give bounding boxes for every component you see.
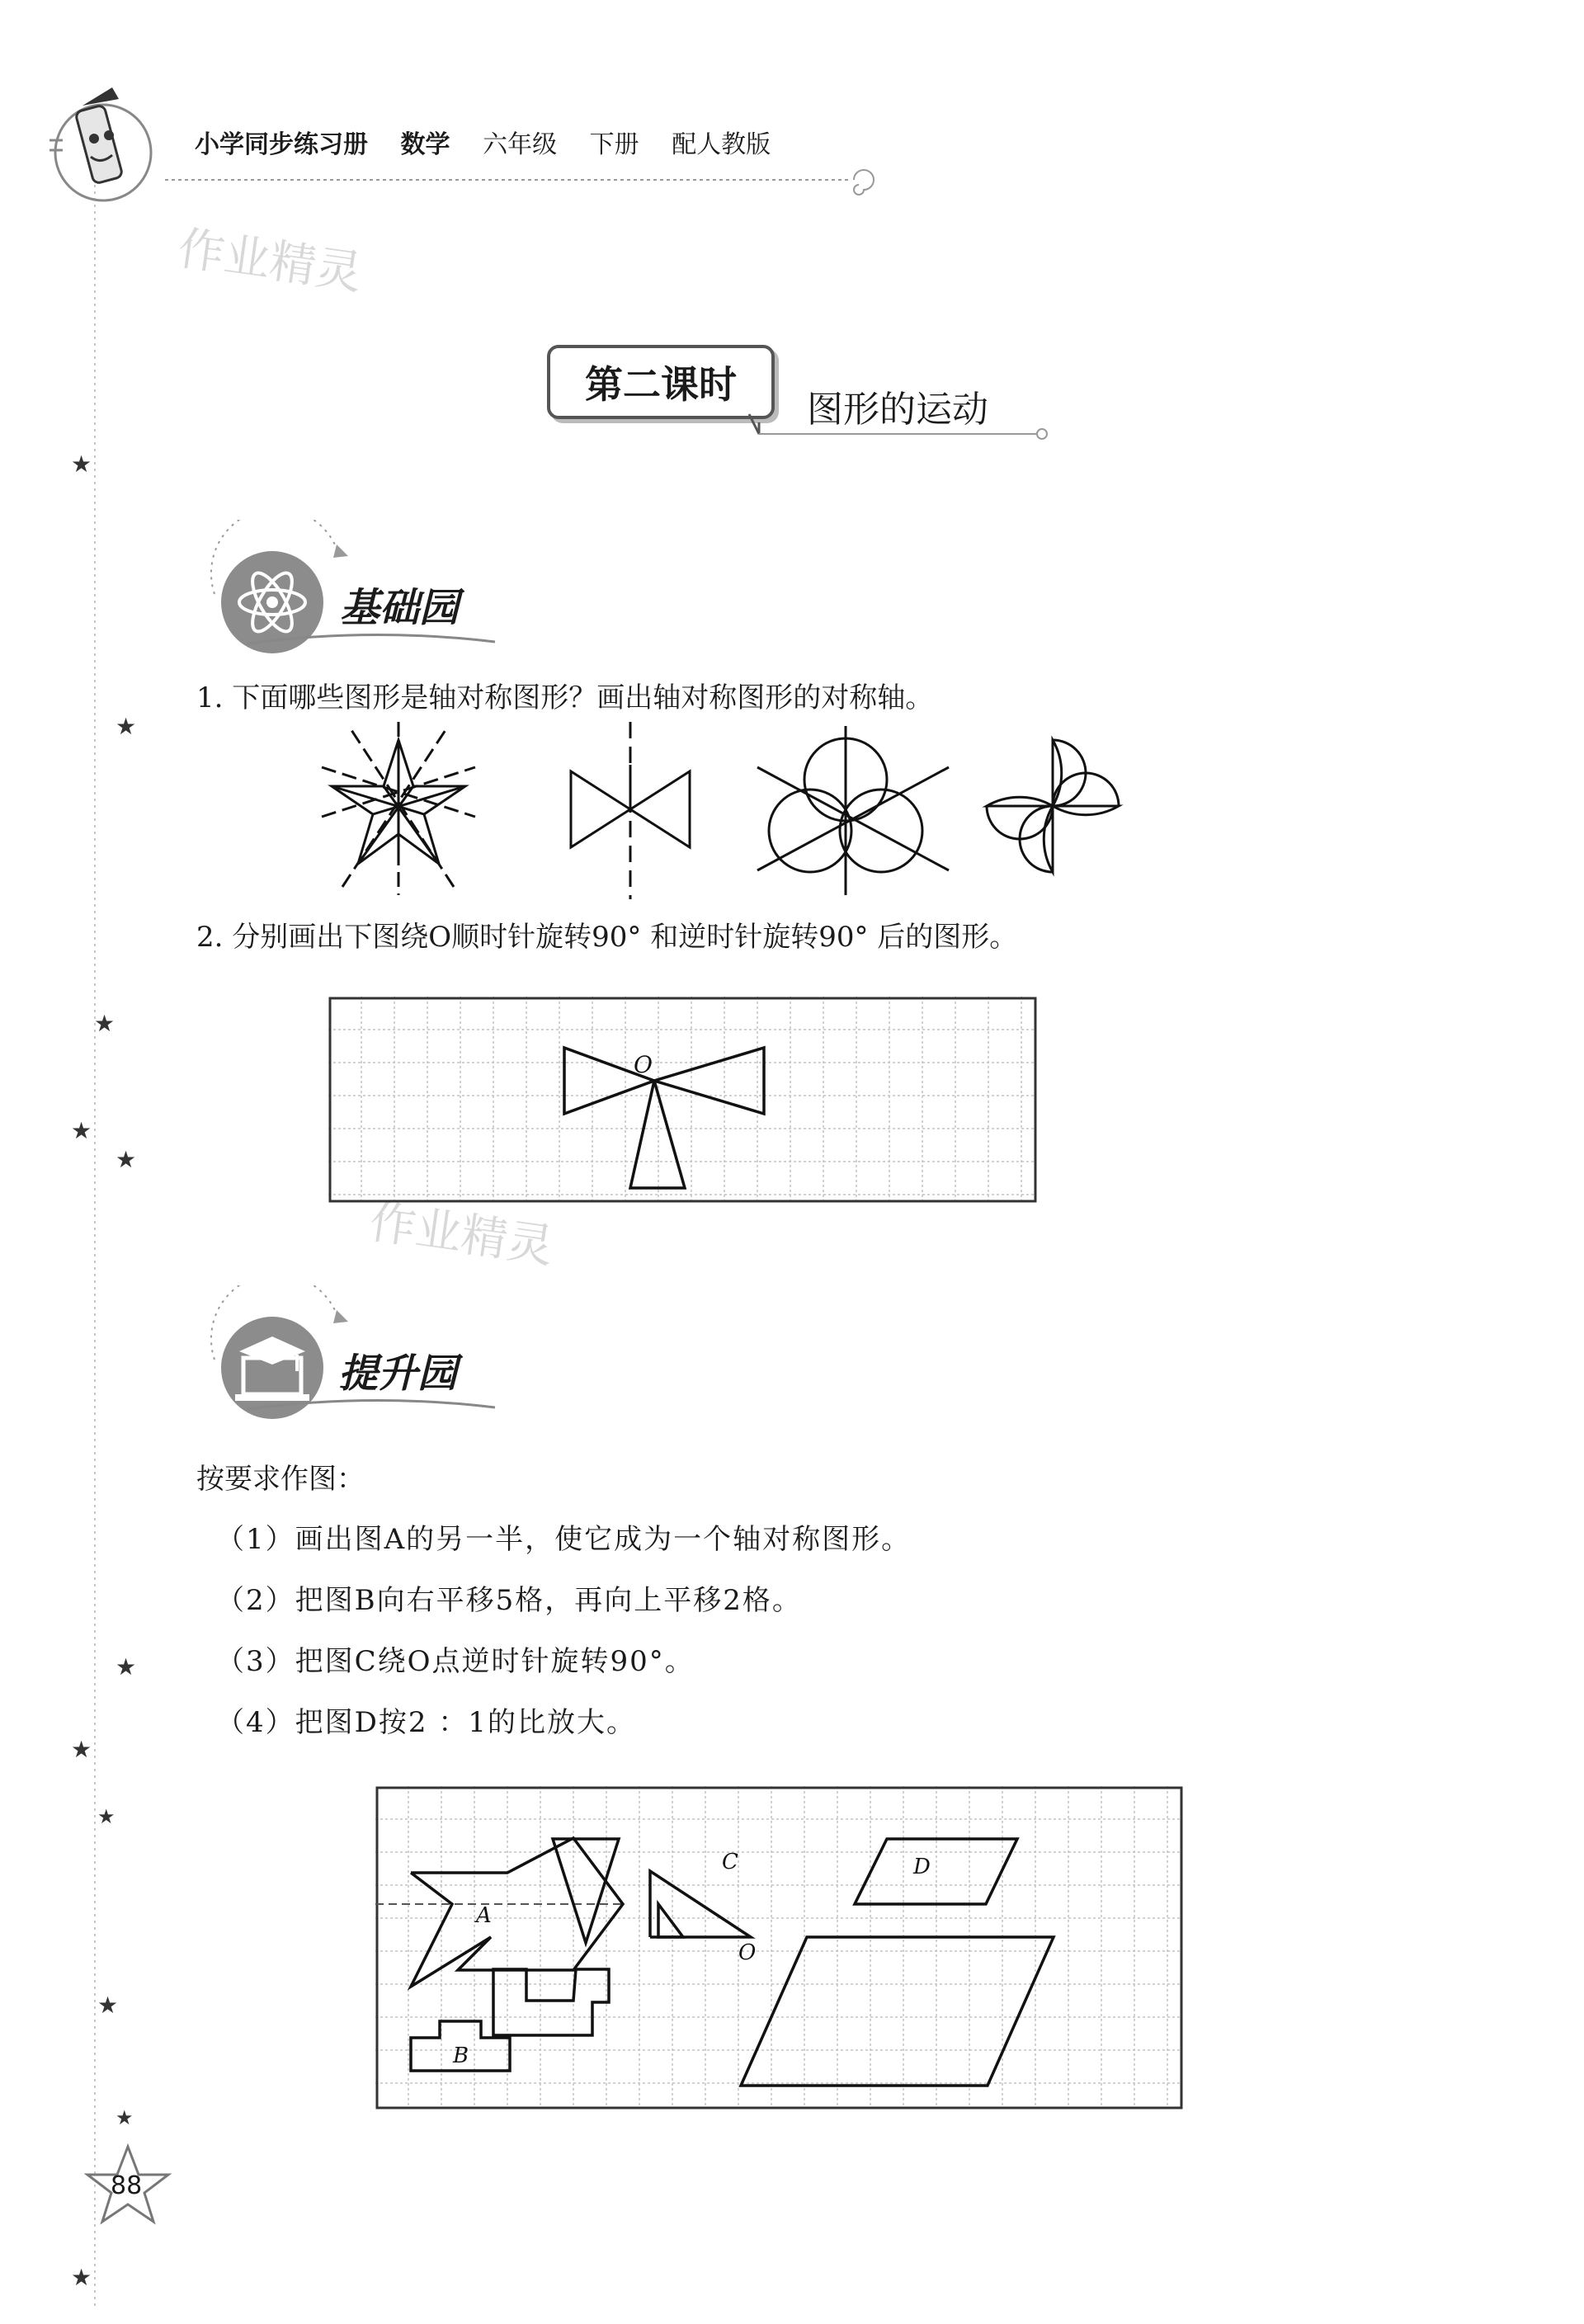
- page-number: 88: [111, 2171, 143, 2200]
- svg-text:★: ★: [94, 1010, 116, 1037]
- point-o-label: O: [634, 1051, 653, 1078]
- page-header: [195, 124, 795, 160]
- svg-text:★: ★: [116, 713, 137, 740]
- bowtie-right-triangle: [654, 1048, 764, 1114]
- watermark: 作业精灵: [365, 1195, 557, 1275]
- q1-figures: [305, 722, 1155, 903]
- mascot-logo: [33, 82, 173, 206]
- question-2-text: 2. 分别画出下图绕O顺时针旋转90° 和逆时针旋转90° 后的图形。: [196, 921, 1018, 954]
- lesson-label: 第二课时: [547, 345, 775, 419]
- lesson-underline: [742, 412, 1056, 445]
- section-basic-title: 基础园: [340, 585, 460, 631]
- svg-text:★: ★: [71, 1736, 92, 1763]
- label-d: D: [913, 1855, 931, 1879]
- star-figure: [332, 740, 465, 864]
- question-1: 1. 下面哪些图形是轴对称图形？画出轴对称图形的对称轴。: [196, 681, 934, 714]
- section-advanced-swoosh: [248, 1393, 503, 1426]
- question-3-item-4: （4）把图D按2 ：1的比放大。: [216, 1706, 636, 1739]
- svg-text:★: ★: [116, 1146, 137, 1173]
- svg-text:★: ★: [71, 2264, 92, 2291]
- section-advanced-title: 提升园: [338, 1351, 458, 1397]
- lesson-topic: 图形的运动: [807, 389, 988, 431]
- header-rule: [165, 165, 891, 198]
- svg-text:★: ★: [71, 1117, 92, 1144]
- question-3-item-3: （3）把图C绕O点逆时针旋转90°。: [216, 1645, 695, 1678]
- header-subject: 数学: [400, 130, 450, 159]
- bottom-triangle: [630, 1081, 685, 1188]
- label-b: B: [453, 2044, 469, 2068]
- svg-text:★: ★: [97, 1992, 119, 2019]
- svg-text:★: ★: [97, 1805, 116, 1828]
- q2-grid-figure: [328, 997, 1038, 1211]
- header-volume: 下册: [589, 130, 639, 159]
- rotated-triangle: [650, 1871, 751, 1937]
- margin-decoration: [0, 0, 198, 2324]
- svg-text:★: ★: [116, 2106, 134, 2129]
- label-c: C: [722, 1850, 738, 1874]
- header-edition: 配人教版: [672, 130, 771, 159]
- label-o: O: [738, 1940, 757, 1965]
- flag-triangle: [658, 1904, 683, 1937]
- section-basic-swoosh: [248, 627, 503, 660]
- question-3-intro: 按要求作图：: [196, 1463, 365, 1496]
- svg-text:★: ★: [116, 1653, 137, 1681]
- figure-d-enlarged: [741, 1937, 1054, 2086]
- question-3-item-1: （1）画出图A的另一半，使它成为一个轴对称图形。: [216, 1523, 912, 1556]
- stair-figure: [493, 1969, 609, 2035]
- star-symmetry-axes: [322, 722, 475, 895]
- question-3-item-2: （2）把图B向右平移5格，再向上平移2格。: [216, 1584, 802, 1617]
- watermark: 作业精灵: [174, 221, 365, 301]
- circles-symmetry-axes: [757, 726, 949, 895]
- star-icon: [71, 450, 136, 2291]
- q3-grid-figure: [375, 1786, 1184, 2112]
- header-grade: 六年级: [483, 130, 558, 159]
- pinwheel-figure: [987, 740, 1119, 872]
- svg-text:★: ★: [71, 450, 92, 478]
- header-book: 小学同步练习册: [195, 130, 368, 159]
- figure-a: [411, 1838, 623, 1987]
- question-2: [196, 914, 1017, 955]
- label-a: A: [476, 1903, 492, 1928]
